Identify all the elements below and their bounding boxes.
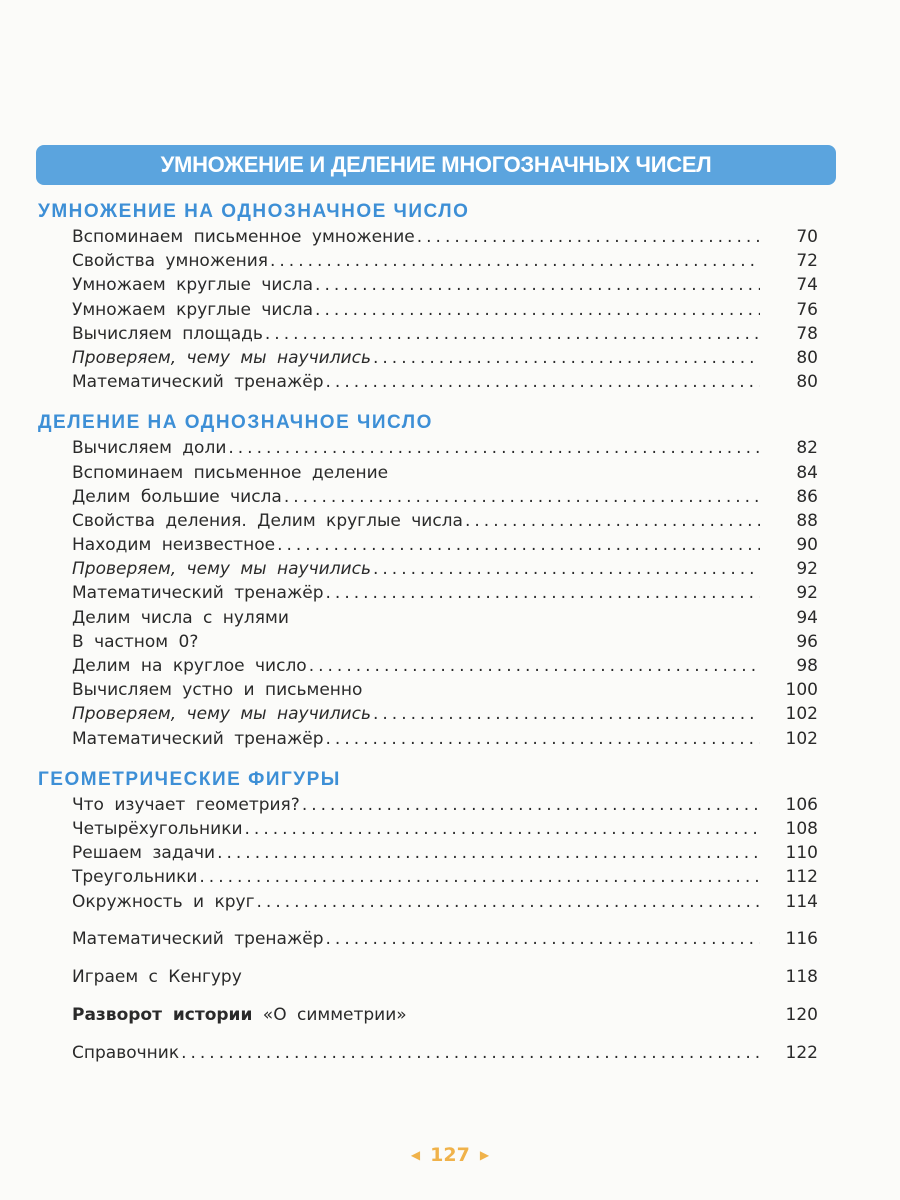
entry-page: 92 bbox=[796, 559, 818, 580]
entry-page: 102 bbox=[785, 728, 818, 749]
chapter-title: УМНОЖЕНИЕ И ДЕЛЕНИЕ МНОГОЗНАЧНЫХ ЧИСЕЛ bbox=[160, 152, 712, 177]
entry-page: 72 bbox=[796, 251, 818, 272]
section-geometry bbox=[38, 767, 818, 914]
entry-page: 100 bbox=[785, 680, 818, 701]
toc-entry bbox=[38, 926, 818, 952]
entry-label: Вычисляем устно и письменно bbox=[72, 680, 363, 701]
toc-entry bbox=[38, 964, 818, 990]
toc-entry bbox=[38, 678, 818, 702]
toc-entry bbox=[38, 606, 818, 630]
dot-leader bbox=[373, 557, 760, 581]
entry-page: 80 bbox=[796, 347, 818, 368]
entry-page: 84 bbox=[796, 462, 818, 483]
entry-label: Окружность и круг bbox=[72, 891, 255, 912]
toc-entry bbox=[38, 461, 818, 485]
entry-page: 110 bbox=[785, 843, 818, 864]
prev-arrow-icon: ◀ bbox=[410, 1148, 421, 1162]
entry-page: 116 bbox=[785, 928, 818, 949]
entry-page: 78 bbox=[796, 323, 818, 344]
toc-entry bbox=[38, 793, 818, 817]
dot-leader bbox=[309, 654, 760, 678]
page-number: 127 bbox=[430, 1144, 470, 1166]
entry-page: 114 bbox=[785, 891, 818, 912]
entry-page: 86 bbox=[796, 486, 818, 507]
toc-entry bbox=[38, 436, 818, 460]
toc-entry bbox=[38, 322, 818, 346]
dot-leader bbox=[465, 509, 760, 533]
entry-page: 70 bbox=[796, 227, 818, 247]
toc-entry bbox=[38, 557, 818, 581]
entry-label: Треугольники bbox=[72, 867, 198, 888]
dot-leader bbox=[181, 1040, 760, 1066]
toc-entry bbox=[38, 273, 818, 297]
dot-leader bbox=[326, 727, 760, 751]
entry-label: Вычисляем доли bbox=[72, 438, 227, 459]
toc-entry bbox=[38, 581, 818, 605]
dot-leader bbox=[257, 890, 760, 914]
dot-leader bbox=[217, 841, 760, 865]
chapter-banner bbox=[36, 145, 836, 185]
toc-entry bbox=[38, 370, 818, 394]
entry-page: 98 bbox=[796, 656, 818, 676]
dot-leader bbox=[199, 865, 760, 889]
entry-label: «О симметрии» bbox=[262, 1004, 407, 1025]
section-title: ДЕЛЕНИЕ НА ОДНОЗНАЧНОЕ ЧИСЛО bbox=[38, 412, 433, 434]
entry-label: Свойства умножения bbox=[72, 251, 268, 272]
entry-label: Вычисляем площадь bbox=[72, 323, 263, 344]
entry-label: Умножаем круглые числа bbox=[72, 299, 314, 320]
toc-entry bbox=[38, 485, 818, 509]
dot-leader bbox=[245, 817, 760, 841]
section-title: ГЕОМЕТРИЧЕСКИЕ ФИГУРЫ bbox=[38, 768, 341, 790]
dot-leader bbox=[315, 273, 760, 297]
entry-page: 102 bbox=[785, 704, 818, 725]
entry-page: 106 bbox=[785, 794, 818, 815]
toc-entry bbox=[38, 249, 818, 273]
toc-entry bbox=[38, 298, 818, 322]
entry-page: 118 bbox=[785, 966, 818, 987]
entry-label: В частном 0? bbox=[72, 631, 199, 652]
dot-leader bbox=[270, 249, 760, 273]
toc-entry bbox=[38, 865, 818, 889]
dot-leader bbox=[417, 225, 760, 249]
entry-label: Математический тренажёр bbox=[72, 372, 324, 393]
entry-page: 108 bbox=[785, 818, 818, 839]
dot-leader bbox=[265, 322, 760, 346]
entry-page: 74 bbox=[796, 275, 818, 296]
entry-label: Делим числа с нулями bbox=[72, 607, 289, 628]
page-footer bbox=[0, 1144, 900, 1166]
entry-label: Проверяем, чему мы научились bbox=[72, 704, 371, 725]
toc-entry bbox=[38, 630, 818, 654]
dot-leader bbox=[373, 346, 760, 370]
dot-leader bbox=[326, 370, 760, 394]
next-arrow-icon: ▶ bbox=[479, 1148, 490, 1162]
dot-leader bbox=[326, 581, 760, 605]
entry-label: Проверяем, чему мы научились bbox=[72, 347, 371, 368]
toc-entry bbox=[38, 654, 818, 678]
dot-leader bbox=[228, 436, 760, 460]
entry-page: 120 bbox=[785, 1004, 818, 1025]
toc-entry bbox=[38, 702, 818, 726]
toc-entry bbox=[38, 1040, 818, 1066]
dot-leader bbox=[326, 926, 760, 952]
table-of-contents bbox=[38, 199, 818, 1066]
entry-label: Умножаем круглые числа bbox=[72, 275, 314, 296]
entry-label: Справочник bbox=[72, 1042, 180, 1063]
entry-page: 88 bbox=[796, 510, 818, 531]
entry-label: Играем с Кенгуру bbox=[72, 966, 242, 987]
entry-page: 80 bbox=[796, 372, 818, 393]
dot-leader bbox=[373, 702, 760, 726]
entry-label: Свойства деления. Делим круглые числа bbox=[72, 510, 463, 531]
section-title: УМНОЖЕНИЕ НА ОДНОЗНАЧНОЕ ЧИСЛО bbox=[38, 201, 470, 222]
section-multiplication bbox=[38, 199, 818, 394]
toc-entry bbox=[38, 509, 818, 533]
toc-entry bbox=[38, 890, 818, 914]
entry-page: 82 bbox=[796, 438, 818, 459]
entry-label: Вспоминаем письменное деление bbox=[72, 462, 389, 483]
toc-entry bbox=[38, 727, 818, 751]
dot-leader bbox=[302, 793, 760, 817]
entry-label: Что изучает геометрия? bbox=[72, 794, 300, 815]
toc-entry bbox=[38, 225, 818, 249]
toc-entry bbox=[38, 533, 818, 557]
dot-leader bbox=[315, 298, 760, 322]
entry-label: Решаем задачи bbox=[72, 843, 216, 864]
entry-page: 96 bbox=[796, 631, 818, 652]
entry-page: 92 bbox=[796, 583, 818, 604]
toc-entry bbox=[38, 817, 818, 841]
entry-label: Проверяем, чему мы научились bbox=[72, 559, 371, 580]
entry-page: 122 bbox=[785, 1042, 818, 1063]
entry-label: Четырёхугольники bbox=[72, 818, 243, 839]
entry-page: 94 bbox=[796, 607, 818, 628]
entry-label: Вспоминаем письменное умножение bbox=[72, 227, 415, 247]
entry-label: Находим неизвестное bbox=[72, 535, 276, 556]
toc-entry bbox=[38, 1002, 818, 1028]
entry-page: 76 bbox=[796, 299, 818, 320]
entry-label: Делим на круглое число bbox=[72, 656, 307, 676]
toc-entry bbox=[38, 841, 818, 865]
entry-label: Математический тренажёр bbox=[72, 583, 324, 604]
toc-entry bbox=[38, 346, 818, 370]
entry-label: Делим большие числа bbox=[72, 486, 282, 507]
entry-label: Математический тренажёр bbox=[72, 928, 324, 949]
entry-label: Математический тренажёр bbox=[72, 728, 324, 749]
entry-page: 90 bbox=[796, 535, 818, 556]
entry-page: 112 bbox=[785, 867, 818, 888]
entry-bold-label: Разворот истории bbox=[72, 1004, 253, 1025]
dot-leader bbox=[277, 533, 760, 557]
dot-leader bbox=[284, 485, 760, 509]
section-division bbox=[38, 410, 818, 750]
